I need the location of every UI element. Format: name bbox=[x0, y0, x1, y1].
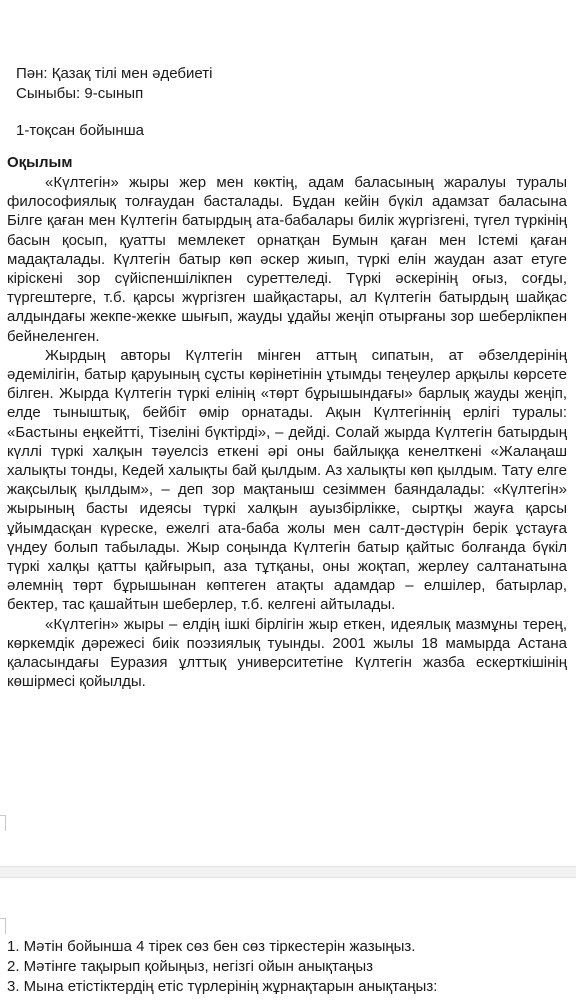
task-item-2: 2. Мәтінге тақырып қойыңыз, негізгі ойын анықтаңыз bbox=[7, 958, 373, 975]
paragraph-3: «Күлтегін» жыры – елдің ішкі бірлігін жыр еткен, идеялық мазмұны терең, көркемдік дәрежесі биік поэзиялық туынды. 2001 жылы 18 мамырда Астана қаласындағы Еуразия ұлттық университетіне Күлтегін жазба ескерткішінің көшірмесі қойылды. bbox=[7, 615, 567, 691]
task-item-3: 3. Мына етістіктердің етіс түрлерінің жұрнақтарын анықтаңыз: bbox=[7, 978, 438, 995]
document-page-2 bbox=[0, 878, 576, 1005]
reading-text bbox=[7, 173, 567, 691]
paragraph-1: «Күлтегін» жыры жер мен көктің, адам баласының жаралуы туралы философиялық толғаудан басталады. Бұдан кейін бүкіл адамзат баласына Білге қаған мен Күлтегін батырдың ата-бабалары билік жүргізгені, түгел түркінің басын қосып, қуатты мемлекет орнатқан Бумын қаған мен Істемі қаған мадақталады. Күлтегін батыр көп әскер жиып, түркі елін жаудан азат етуге кірiскені зор сүйіспеншілікпен суреттеледі. Түркі әскерінің оғыз, соғды, түргештерге, т.б. қарсы жүргізген шайқастары, ал Күлтегін батырдың шайқас алдындағы жекпе-жекке шығып, жауды ұдайы жеңіп отырғаны зор шеберлікпен бейнеленген. bbox=[7, 174, 567, 345]
margin-corner-mark bbox=[0, 815, 6, 831]
subject-line: Пән: Қазақ тілі мен әдебиеті bbox=[16, 65, 213, 82]
section-title: Оқылым bbox=[7, 154, 73, 171]
document-header bbox=[16, 64, 212, 104]
task-item-1: 1. Мәтін бойынша 4 тірек сөз бен сөз тіркестерін жазыңыз. bbox=[7, 938, 416, 955]
margin-corner-mark bbox=[0, 918, 6, 934]
task-list bbox=[7, 937, 572, 997]
page-separator bbox=[0, 866, 576, 878]
grade-line: Сыныбы: 9-сынып bbox=[16, 85, 144, 102]
quarter-line: 1-тоқсан бойынша bbox=[16, 122, 144, 139]
paragraph-2: Жырдың авторы Күлтегін мінген аттың сипатын, ат әбзелдерінің әдемілігін, батыр қаруының сұсты көрінетінін ұтымды теңеулер арқылы көрсете білген. Жырда Күлтегін түркі елінің «төрт бұрышындағы» барлық жауды жеңіп, елде тыныштық, бейбіт өмір орнатады. Ақын Күлтегіннің ерлігі туралы: «Бастыны еңкейтті, Тізеліні бүктірді», – дейді. Солай жырда Күлтегін батырдың күллі түркі халқын тәуелсіз еткені әрі оны байлыққа кенелткені «Жалаңаш халықты тонды, Кедей халықты бай қылдым. Аз халықты көп қылдым. Тату елге жақсылық қылдым», – деп зор мақтаныш сезіммен баяндалады: «Күлтегін» жырының басты идеясы түркі халқын ауызбірлікке, сыртқы жауға қарсы ұйымдасқан күреске, ежелгі ата-баба жолы мен салт-дәстүрін берік ұстауға үндеу болып табылады. Жыр соңында Күлтегін батыр қайтыс болғанда бүкіл түркі халқы қатты қайғырып, аза тұтқаны, оны жоқтап, жерлеу салтанатына әлемнің төрт бұрышынан көптеген атақты адамдар – елшілер, батырлар, бектер, тас қашайтын шеберлер, т.б. келгені айтылады. bbox=[7, 346, 567, 614]
